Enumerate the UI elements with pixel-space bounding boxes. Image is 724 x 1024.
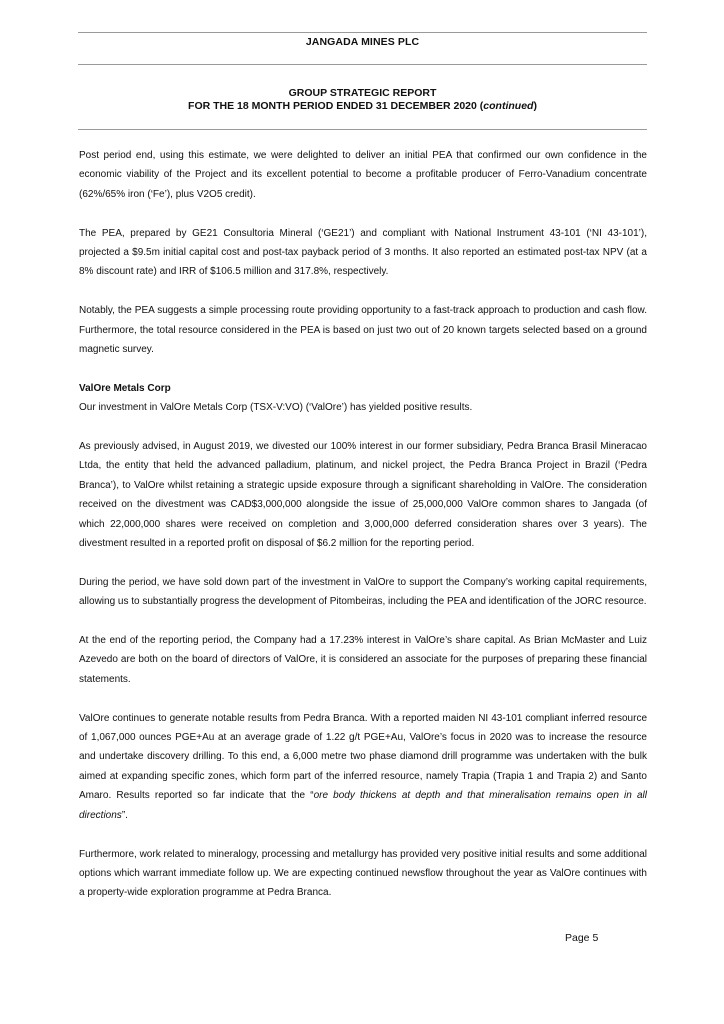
report-title-line2 (78, 100, 647, 113)
paragraph-processing-route: Notably, the PEA suggests a simple processing route providing opportunity to a fast-track approach to production and cash flow. Furthermore, the total resource considered in the PEA is based on just two out of 20 known targets selected based on a ground magnetic survey. (79, 305, 647, 356)
report-title-line1: GROUP STRATEGIC REPORT (288, 87, 437, 99)
paragraph-pea-delivery: Post period end, using this estimate, we were delighted to deliver an initial PEA that confirmed our own confidence in the economic viability of the Project and its excellent potential to become a profitable producer of Ferro-Vanadium concentrate (62%/65% iron (‘Fe’), plus V2O5 credit). (79, 150, 647, 200)
paragraph-valore-investment: Our investment in ValOre Metals Corp (TSX-V:VO) (‘ValOre’) has yielded positive results. (79, 402, 473, 414)
paragraph-divestment: As previously advised, in August 2019, we divested our 100% interest in our former subsidiary, Pedra Branca Brasil Mineracao Ltda, the entity that held the advanced palladium, platinum, and nickel project, the Pedra Branca Project in Brazil (‘Pedra Branca’), to ValOre whilst retaining a strategic upside exposure through a significant shareholding in ValOre. The consideration received on the divestment was CAD$3,000,000 alongside the issue of 25,000,000 ValOre common shares to Jangada (of which 22,000,000 shares were received on completion and 3,000,000 deferred consideration shares over 3 years). The divestment resulted in a reported profit on disposal of $6.2 million for the reporting period. (79, 441, 647, 550)
paragraph-pea-details: The PEA, prepared by GE21 Consultoria Mineral (‘GE21’) and compliant with National Instrument 43-101 (‘NI 43-101’), projected a $9.5m initial capital cost and post-tax payback period of 3 months. It also reported an estimated post-tax NPV (at a 8% discount rate) and IRR of $106.5 million and 317.8%, respectively. (79, 227, 647, 278)
page-number: Page 5 (565, 932, 599, 944)
section-heading-valore: ValOre Metals Corp (79, 382, 171, 394)
report-title (78, 87, 647, 113)
results-quote: ore body thickens at depth and that mineralisation remains open in all directions (79, 790, 647, 821)
report-title-close-paren: ) (533, 100, 537, 112)
paragraph-mineralogy: Furthermore, work related to mineralogy, processing and metallurgy has provided very positive initial results and some additional options which warrant immediate follow up. We are expecting continued newsflow throughout the year as ValOre continues with a property-wide exploration programme at Pedra Branca. (79, 848, 647, 899)
company-name: JANGADA MINES PLC (305, 36, 420, 48)
paragraph-associate-interest: At the end of the reporting period, the Company had a 17.23% interest in ValOre’s share capital. As Brian McMaster and Luiz Azevedo are both on the board of directors of ValOre, it is considered an associate for the purposes of preparing these financial statements. (79, 635, 647, 685)
header-top-rule (78, 32, 647, 33)
report-title-period: FOR THE 18 MONTH PERIOD ENDED 31 DECEMBER 2020 ( (188, 100, 484, 112)
header-divider-rule (78, 64, 647, 65)
paragraph-sell-down: During the period, we have sold down part of the investment in ValOre to support the Company’s working capital requirements, allowing us to substantially progress the development of Pitombeiras, including the PEA and identification of the JORC resource. (79, 576, 647, 608)
paragraph-pedra-branca-results (79, 709, 647, 825)
results-quote-end: ”. (121, 809, 128, 821)
report-title-continued: continued (483, 100, 534, 112)
results-text: ValOre continues to generate notable results from Pedra Branca. With a reported maiden NI 43-101 compliant inferred resource of 1,067,000 ounces PGE+Au at an average grade of 1.22 g/t PGE+Au, ValOre’s focus in 2020 was to increase the resource and undertake discovery drilling. To this end, a 6,000 metre two phase diamond drill programme was undertaken with the bulk aimed at expanding specific zones, which form part of the inferred resource, namely Trapia (Trapia 1 and Trapia 2) and Santo Amaro. Results reported so far indicate that the “ (79, 712, 647, 802)
report-body (79, 146, 647, 903)
title-bottom-rule (78, 129, 647, 130)
